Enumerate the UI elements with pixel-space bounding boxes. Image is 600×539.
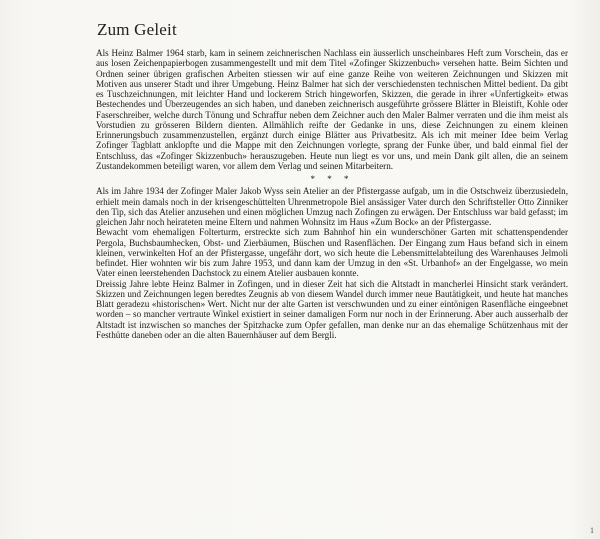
text-body xyxy=(96,48,568,340)
paragraph: Als Heinz Balmer 1964 starb, kam in seinem zeichnerischen Nachlass ein äusserlich unscheinbares Heft zum Vorschein, das er aus losen Zeichenpapierbogen zusammengestellt und mit dem Titel «Zofinger Skizzenbuch» versehen hatte. Beim Sichten und Ordnen seiner übrigen grafischen Arbeiten stiessen wir auf eine ganze Reihe von weiteren Zeichnungen und Skizzen mit Motiven aus unserer Stadt und ihrer Umgebung. Heinz Balmer hat sich der verschiedensten technischen Mittel bedient. Da gibt es Tuschzeichnungen, mit leichter Hand und lockerem Strich hingeworfen, Skizzen, die gerade in ihrer «Unfertigkeit» etwas Bestechendes und Überzeugendes an sich haben, und daneben zeichnerisch ausgeführte grössere Blätter in Bleistift, Kohle oder Faserschreiber, welche durch Tönung und Schraffur neben dem Zeichner auch den Maler Balmer verraten und die ihm meist als Vorstudien zu grösseren Bildern dienten. Allmählich reifte der Gedanke in uns, diese Zeichnungen zu einem kleinen Erinnerungsbuch zusammenzustellen, ergänzt durch einige Blätter aus Privatbesitz. Als ich mit meiner Idee beim Verlag Zofinger Tagblatt anklopfte und die Mappe mit den Zeichnungen vorlegte, sprang der Funke über, und bald einmal fiel der Entschluss, das «Zofinger Skizzenbuch» herauszugeben. Heute nun liegt es vor uns, und mein Dank gilt allen, die an seinem Zustandekommen beteiligt waren, vor allem dem Verlag und seinen Mitarbeitern. xyxy=(96,48,568,171)
paragraph: Als im Jahre 1934 der Zofinger Maler Jakob Wyss sein Atelier an der Pfistergasse aufgab, um in die Ostschweiz überzusiedeln, erhielt mein damals noch in der krisengeschüttelten Uhrenmetropole Biel ansässiger Vater durch den Schriftsteller Otto Zinniker den Tip, sich das Atelier anzusehen und einen möglichen Umzug nach Zofingen zu erwägen. Der Entschluss war bald gefasst; im gleichen Jahr noch heirateten meine Eltern und nahmen Wohnsitz im Haus «Zum Bock» an der Pfistergasse. xyxy=(96,186,568,227)
paragraph: Bewacht vom ehemaligen Folterturm, erstreckte sich zum Bahnhof hin ein wunderschöner Garten mit schattenspendender Pergola, Buchsbaumhecken, Obst- und Zierbäumen, Büschen und Rasenflächen. Der Eingang zum Haus befand sich in einem kleinen, verwinkelten Hof an der Pfistergasse, ungefähr dort, wo sich heute die Lebensmittelabteilung des Warenhauses Jelmoli befindet. Hier wohnten wir bis zum Jahre 1953, und dann kam der Umzug in den «St. Urbanhof» an der Engelgasse, wo mein Vater einen leerstehenden Dachstock zu einem Atelier ausbauen konnte. xyxy=(96,227,568,279)
page-number: 1 xyxy=(590,526,594,535)
paragraph: Dreissig Jahre lebte Heinz Balmer in Zofingen, und in dieser Zeit hat sich die Altstadt in mancherlei Hinsicht stark verändert. Skizzen und Zeichnungen legen beredtes Zeugnis ab von diesem Wandel durch immer neue Bautätigkeit, und heute hat manches Blatt geradezu «historischen» Wert. Nicht nur der alte Garten ist verschwunden und zu einer eintönigen Rasenfläche eingeebnet worden – so mancher vertraute Winkel existiert in seiner damaligen Form nur noch in der Erinnerung. Aber auch ausserhalb der Altstadt ist inzwischen so manches der Spitzhacke zum Opfer gefallen, man denke nur an das ehemalige Schützenhaus mit der Festhütte daneben oder an die alten Bauernhäuser auf dem Bergli. xyxy=(96,278,568,340)
page-title: Zum Geleit xyxy=(97,20,177,39)
section-separator: * * * xyxy=(310,174,354,184)
